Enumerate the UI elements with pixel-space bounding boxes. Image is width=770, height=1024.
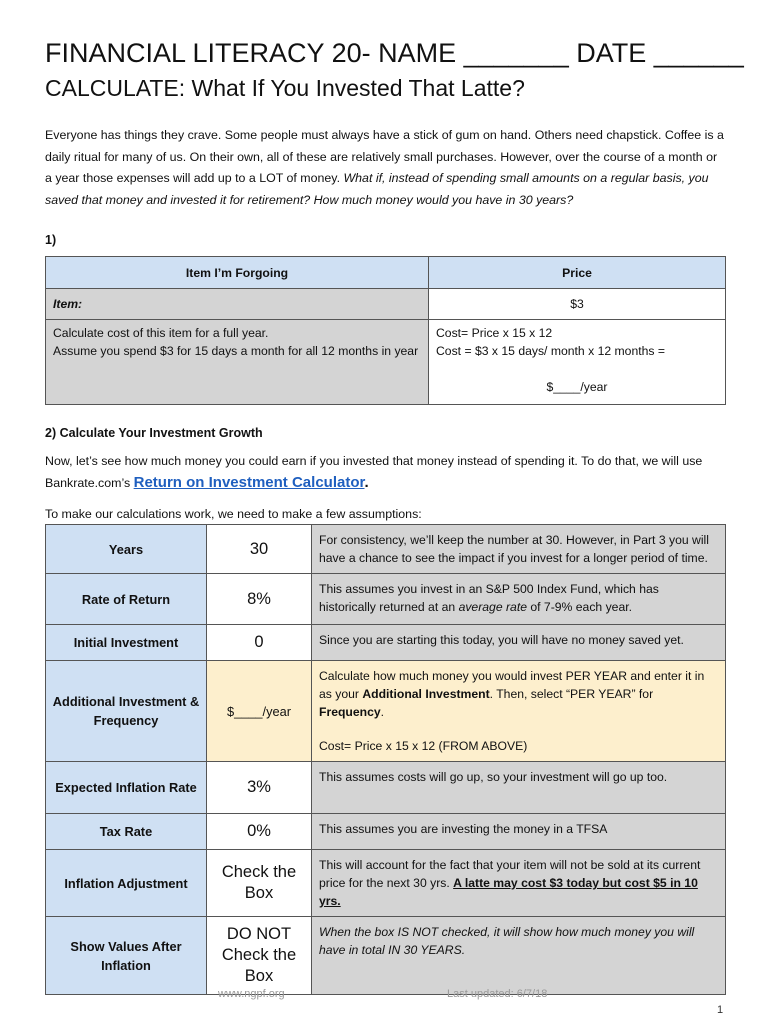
note-text: . <box>380 705 385 719</box>
note-text: . Then, select “PER YEAR” for <box>489 687 654 701</box>
row-label-inflation-adjustment: Inflation Adjustment <box>46 850 207 917</box>
section1-label: 1) <box>45 233 57 247</box>
note-text: Calculate how much money you would invest PER YEAR and enter it in as your <box>319 669 705 701</box>
row-note-rate-of-return <box>312 574 726 625</box>
note-emphasis: average rate <box>458 600 527 614</box>
intro-text: Everyone has things they crave. Some people must always have a stick of gum on hand. Others need chapstick. Coffee is a daily ritual for many of us. On their own, all of these are relatively small purchases. However, over the course of a month or a year those expenses will add up to a LOT of money. <box>45 128 724 185</box>
col-header-item: Item I’m Forgoing <box>46 257 429 289</box>
item-cost-table <box>45 256 726 405</box>
footer-updated: Last updated: 6/7/18 <box>447 988 548 1000</box>
row-value-inflation-rate: 3% <box>207 762 312 814</box>
intro-paragraph <box>45 125 725 211</box>
roi-calculator-link[interactable]: Return on Investment Calculator <box>133 474 365 491</box>
row-label-show-values: Show Values After Inflation <box>46 917 207 995</box>
row-label-tax-rate: Tax Rate <box>46 814 207 850</box>
row-label-inflation-rate: Expected Inflation Rate <box>46 762 207 814</box>
row-label-rate-of-return: Rate of Return <box>46 574 207 625</box>
cost-line-1: Cost= Price x 15 x 12 <box>436 326 553 340</box>
row-value-initial-investment: 0 <box>207 625 312 661</box>
page-title: FINANCIAL LITERACY 20- NAME _______ DATE ______ <box>45 38 744 68</box>
col-header-price: Price <box>429 257 726 289</box>
note-bold: Frequency <box>319 705 381 719</box>
row-value-additional-investment[interactable]: $____/year <box>207 661 312 762</box>
section2-period: . <box>364 474 369 491</box>
row-note-years: For consistency, we’ll keep the number at 30. However, in Part 3 you will have a chance to see the impact if you invest for a longer period of time. <box>312 525 726 574</box>
row-value-years: 30 <box>207 525 312 574</box>
row-value-show-values: DO NOT Check the Box <box>207 917 312 995</box>
item-label: Item: <box>46 289 429 320</box>
note-italic: When the box IS NOT checked, it will show how much money you will have in total IN 30 YEARS. <box>319 925 695 957</box>
row-note-additional-investment <box>312 661 726 762</box>
row-note-inflation-rate: This assumes costs will go up, so your investment will go up too. <box>312 762 726 814</box>
cost-answer-blank[interactable]: $____/year <box>546 380 608 394</box>
row-note-tax-rate: This assumes you are investing the money in a TFSA <box>312 814 726 850</box>
row-value-tax-rate: 0% <box>207 814 312 850</box>
footer-site: www.ngpf.org <box>218 988 285 1000</box>
section2-text: Now, let’s see how much money you could earn if you invested that money instead of spending it. To do that, we will use Bankrate.com’s <box>45 454 703 490</box>
note-instructions <box>319 667 718 721</box>
row-value-inflation-adjustment: Check the Box <box>207 850 312 917</box>
calc-line-2: Assume you spend $3 for 15 days a month for all 12 months in year <box>53 344 419 358</box>
page-number: 1 <box>717 1004 724 1016</box>
section2-heading: 2) Calculate Your Investment Growth <box>45 426 263 440</box>
row-label-additional-investment: Additional Investment & Frequency <box>46 661 207 762</box>
note-bold: Additional Investment <box>362 687 490 701</box>
section2-paragraph <box>45 451 735 494</box>
cost-line-2: Cost = $3 x 15 days/ month x 12 months = <box>436 344 665 358</box>
row-note-show-values <box>312 917 726 995</box>
assumptions-table <box>45 524 726 995</box>
calc-instructions <box>46 320 429 405</box>
assumptions-intro: To make our calculations work, we need to make a few assumptions: <box>45 507 422 521</box>
calc-line-1: Calculate cost of this item for a full year. <box>53 326 269 340</box>
row-label-initial-investment: Initial Investment <box>46 625 207 661</box>
note-formula: Cost= Price x 15 x 12 (FROM ABOVE) <box>319 739 528 753</box>
intro-question: What if, instead of spending small amounts on a regular basis, you saved that money and invested it for retirement? How much money would you have in 30 years? <box>45 171 709 207</box>
row-note-initial-investment: Since you are starting this today, you will have no money saved yet. <box>312 625 726 661</box>
row-label-years: Years <box>46 525 207 574</box>
note-text: of 7-9% each year. <box>527 600 633 614</box>
item-price: $3 <box>429 289 726 320</box>
note-text: This will account for the fact that your item will not be sold at its current price for the next 30 yrs. <box>319 858 701 890</box>
page-subtitle: CALCULATE: What If You Invested That Latte? <box>45 75 525 101</box>
row-value-rate-of-return: 8% <box>207 574 312 625</box>
note-text: This assumes you invest in an S&P 500 Index Fund, which has historically returned at an <box>319 582 659 614</box>
row-note-inflation-adjustment <box>312 850 726 917</box>
note-bold-underline: A latte may cost $3 today but cost $5 in 10 yrs. <box>319 876 698 908</box>
cost-formula <box>429 320 726 405</box>
